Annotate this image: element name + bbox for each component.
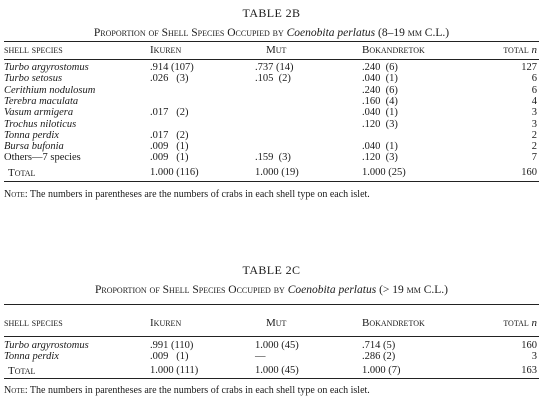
cell-species: Bursa bufonia [4,141,64,153]
table-2b-bottom-rule [4,181,539,182]
table-row [0,85,543,97]
table-2c-header [0,317,543,329]
cell-ikuren: .017 (2) [150,107,189,119]
cell-total: 2 [531,129,537,141]
col-total-n: total n [503,317,537,329]
cell-total: 4 [531,95,537,107]
cell-ikuren: .026 (3) [150,73,189,85]
table-row [0,351,543,363]
cell-species: Turbo argyrostomus [4,62,89,73]
table-2b-header [0,44,543,56]
cell-total: 3 [531,118,537,130]
cell-total: 163 [521,365,537,376]
cell-mut: 1.000 (45) [255,365,299,376]
cell-species: Turbo argyrostomus [4,340,89,351]
cell-ikuren: .009 (1) [150,141,189,153]
col-total-n: total n [503,44,537,56]
cell-total: 2 [531,141,537,153]
table-row [0,130,543,142]
cell-bokandretok: .040 (1) [362,141,398,153]
cell-mut: 1.000 (45) [255,340,299,351]
cell-mut: .737 (14) [255,62,294,73]
table-2b-top-rule [4,41,539,42]
col-shell-species: shell species [4,44,63,56]
cell-total: 127 [521,62,537,73]
table-2c-title: TABLE 2C [242,263,301,277]
total-label: Total [8,365,36,377]
cell-bokandretok: .160 (4) [362,95,398,107]
table-2c-top-rule [4,304,539,305]
cell-ikuren: .914 (107) [150,62,194,73]
total-row [0,365,543,377]
cell-bokandretok: .040 (1) [362,107,398,119]
cell-species: Terebra maculata [4,95,79,107]
table-row [0,107,543,119]
col-bokandretok: Bokandretok [362,44,425,56]
table-row [0,119,543,131]
table-2b-caption: Proportion of Shell Species Occupied by Coenobita perlatus (8–19 mm C.L.) [93,27,450,39]
cell-bokandretok: .040 (1) [362,73,398,85]
cell-total: 160 [521,340,537,351]
table-2c-bottom-rule [4,378,539,379]
table-row [0,152,543,164]
cell-species: Cerithium nodulosum [4,84,96,96]
col-mut: Mut [266,317,287,329]
table-2b [0,6,543,40]
cell-species: Vasum armigera [4,107,74,119]
table-2c-header-rule [4,336,539,337]
cell-total: 6 [531,84,537,96]
cell-mut: — [255,351,266,362]
total-label: Total [8,166,36,179]
cell-ikuren: .009 (1) [150,152,189,164]
cell-bokandretok: .714 (5) [362,340,396,351]
cell-ikuren: 1.000 (111) [150,365,199,376]
cell-bokandretok: .240 (6) [362,84,398,96]
table-2b-header-rule [4,59,539,60]
cell-ikuren: .991 (110) [150,340,194,351]
col-bokandretok: Bokandretok [362,317,425,329]
cell-species: Others—7 species [4,152,81,164]
table-2c [0,263,543,297]
col-shell-species: shell species [4,317,63,329]
cell-total: 7 [531,152,537,164]
table-row [0,73,543,85]
cell-species: Turbo setosus [4,73,63,85]
total-row [0,167,543,179]
table-2b-title: TABLE 2B [242,6,301,20]
table-2b-note: Note: The numbers in parentheses are the numbers of crabs in each shell type on each islet. [4,189,370,200]
cell-total: 3 [531,107,537,119]
cell-bokandretok: .120 (3) [362,118,398,130]
cell-total: 6 [531,73,537,85]
table-row [0,62,543,74]
col-ikuren: Ikuren [150,44,182,56]
cell-mut: 1.000 (19) [255,166,299,178]
cell-total: 3 [531,351,537,362]
cell-ikuren: .017 (2) [150,129,189,141]
cell-bokandretok: .286 (2) [362,351,396,362]
cell-bokandretok: 1.000 (7) [362,365,401,376]
col-mut: Mut [266,44,287,56]
cell-bokandretok: 1.000 (25) [362,166,406,178]
table-2c-caption: Proportion of Shell Species Occupied by Coenobita perlatus (> 19 mm C.L.) [94,284,449,296]
table-row [0,141,543,153]
table-row [0,96,543,108]
cell-ikuren: .009 (1) [150,351,189,362]
col-ikuren: Ikuren [150,317,182,329]
cell-mut: .105 (2) [255,73,291,85]
cell-mut: .159 (3) [255,152,291,164]
cell-ikuren: 1.000 (116) [150,166,199,178]
cell-species: Trochus niloticus [4,118,77,130]
cell-species: Tonna perdix [4,351,59,362]
cell-bokandretok: .120 (3) [362,152,398,164]
cell-bokandretok: .240 (6) [362,62,398,73]
cell-species: Tonna perdix [4,129,59,141]
cell-total: 160 [521,166,537,178]
table-2c-note: Note: The numbers in parentheses are the numbers of crabs in each shell type on each islet. [4,385,370,396]
